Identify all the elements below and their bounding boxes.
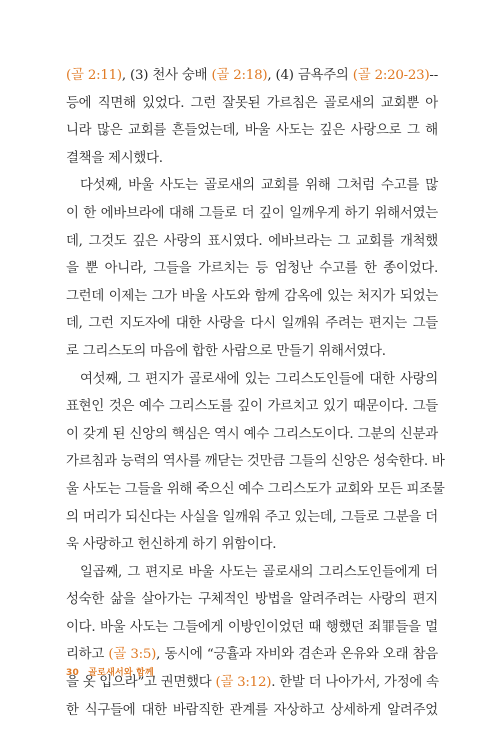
- text-line: [66, 255, 438, 283]
- text-segment: 일곱째, 그 편지로 바울 사도는 골로새의 그리스도인들에게 더: [80, 564, 438, 580]
- text-line: [66, 614, 438, 642]
- text-segment: 표현인 것은 예수 그리스도를 깊이 가르치고 있기 때문이다. 그들: [66, 399, 438, 415]
- text-line: [66, 228, 438, 256]
- text-line: [66, 531, 438, 559]
- text-segment: 을 뿐 아니라, 그들을 가르치는 등 엄청난 수고를 한 종이었다.: [66, 261, 438, 277]
- text-segment: --: [429, 68, 438, 83]
- text-segment: 여섯째, 그 편지가 골로새에 있는 그리스도인들에 대한 사랑의: [80, 371, 438, 387]
- text-segment: 이 한 에바브라에 대해 그들로 더 깊이 일깨우게 하기 위해서였는: [66, 205, 438, 221]
- text-segment: 성숙한 삶을 살아가는 구체적인 방법을 알려주려는 사랑의 편지: [66, 592, 438, 608]
- text-segment: , (4) 금욕주의: [267, 68, 353, 83]
- text-segment: 그런데 이제는 그가 바울 사도와 함께 감옥에 있는 처지가 되었는: [66, 288, 438, 304]
- text-line: [66, 310, 438, 338]
- text-line: [66, 200, 438, 228]
- text-segment: 의 머리가 되신다는 사실을 일깨워 주고 있는데, 그들로 그분을 더: [66, 509, 438, 525]
- text-segment: 등에 직면해 있었다. 그런 잘못된 가르침은 골로새의 교회뿐 아: [66, 95, 438, 111]
- text-line: [66, 145, 438, 173]
- text-segment: , 동시에 “긍휼과 자비와 겸손과 온유와 오래 참음: [156, 647, 438, 663]
- text-line: [66, 559, 438, 587]
- text-line: [66, 586, 438, 614]
- text-segment: 결책을 제시했다.: [66, 150, 163, 166]
- running-title: 골로새서와 함께: [88, 668, 154, 678]
- scripture-reference: (골 3:5): [108, 647, 157, 663]
- scripture-reference: (골 2:11): [66, 68, 122, 83]
- text-segment: 울 사도는 그들을 위해 죽으신 예수 그리스도가 교회와 모든 피조물: [66, 481, 445, 497]
- text-line: [66, 62, 438, 90]
- text-line: [66, 476, 445, 504]
- text-line: [66, 90, 438, 118]
- text-segment: 욱 사랑하고 헌신하게 하기 위함이다.: [66, 537, 277, 553]
- text-line: [66, 393, 438, 421]
- scripture-reference: (골 2:18): [211, 68, 268, 83]
- scripture-reference: (골 2:20-23): [352, 68, 430, 83]
- text-segment: 니라 많은 교회를 흔들었는데, 바울 사도는 깊은 사랑으로 그 해: [66, 123, 438, 139]
- text-segment: 로 그리스도의 마음에 합한 사람으로 만들기 위해서였다.: [66, 343, 386, 359]
- text-line: [66, 504, 438, 532]
- text-segment: 리하고: [66, 647, 109, 663]
- text-segment: , (3) 천사 숭배: [121, 68, 212, 83]
- page-number: 30: [66, 668, 79, 678]
- text-segment: 을 옷 입으라”고 권면했다: [66, 675, 216, 691]
- text-line: [66, 338, 438, 366]
- scripture-reference: (골 3:12): [215, 675, 272, 691]
- text-line: [66, 448, 445, 476]
- text-line: [66, 283, 438, 311]
- text-segment: 한 식구들에 대한 바람직한 관계를 자상하고 상세하게 알려주었: [66, 702, 438, 718]
- text-line: [66, 366, 438, 394]
- text-segment: 이 갖게 된 신앙의 핵심은 역시 예수 그리스도이다. 그분의 신분과: [66, 426, 438, 442]
- page-footer: [66, 665, 154, 678]
- text-segment: 다섯째, 바울 사도는 골로새의 교회를 위해 그처럼 수고를 많: [80, 178, 438, 194]
- text-line: [66, 172, 438, 200]
- text-line: [66, 421, 438, 449]
- body-text: [66, 62, 445, 724]
- text-line: [66, 697, 438, 725]
- text-line: [66, 117, 438, 145]
- text-segment: 가르침과 능력의 역사를 깨닫는 것만큼 그들의 신앙은 성숙한다. 바: [66, 454, 445, 470]
- text-segment: 데, 그런 지도자에 대한 사랑을 다시 일깨워 주려는 편지는 그들: [66, 316, 438, 332]
- text-segment: . 한발 더 나아가서, 가정에 속: [271, 675, 439, 691]
- text-segment: 이다. 바울 사도는 그들에게 이방인이었던 때 행했던 죄罪들을 멀: [66, 619, 438, 635]
- text-segment: 데, 그것도 깊은 사랑의 표시였다. 에바브라는 그 교회를 개척했: [66, 233, 438, 249]
